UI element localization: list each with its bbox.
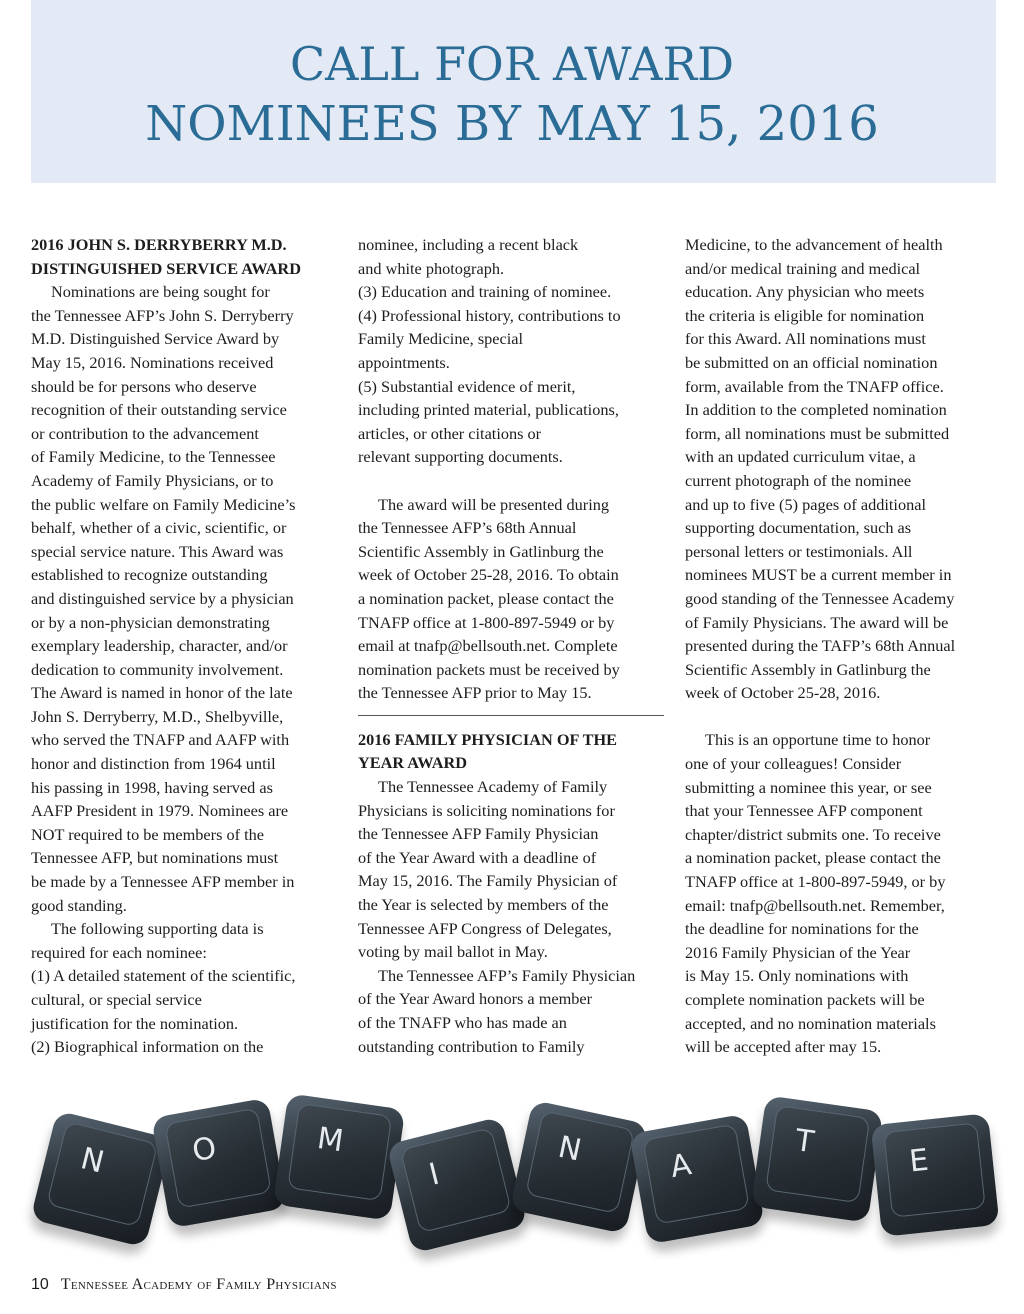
page-footer [31,1276,337,1294]
body-text-line: that your Tennessee AFP component [685,801,923,821]
body-text-line: (2) Biographical information on the [31,1037,264,1057]
text-column-3 [685,233,995,1059]
body-text-line: supporting documentation, such as [685,518,912,538]
body-text-line: personal letters or testimonials. All [685,541,913,561]
body-text-line: with an updated curriculum vitae, a [685,447,916,467]
body-text-line: his passing in 1998, having served as [31,777,273,797]
key-letter: I [425,1156,443,1193]
body-text-line: This is an opportune time to honor [705,730,931,750]
body-text-line: In addition to the completed nomination [685,400,947,420]
body-text-line: The Tennessee Academy of Family [378,777,608,797]
body-text-line: and distinguished service by a physician [31,588,294,608]
body-text-line: voting by mail ballot in May. [358,942,548,962]
paragraph-spacer [685,705,995,729]
body-text-line: email at tnafp@bellsouth.net. Complete [358,636,618,656]
body-text-line: (3) Education and training of nominee. [358,282,612,302]
body-text-line: and up to five (5) pages of additional [685,494,926,514]
body-text-line: the Tennessee AFP’s John S. Derryberry [31,305,294,325]
body-text-line: of the TNAFP who has made an [358,1013,567,1032]
text-column-1 [31,233,336,1059]
body-text-line: exemplary leadership, character, and/or [31,636,288,656]
body-text-line: established to recognize outstanding [31,565,268,585]
body-text-line: Scientific Assembly in Gatlinburg the [358,541,604,561]
body-text-line: (1) A detailed statement of the scientific, [31,966,296,986]
body-text-line: good standing. [31,895,127,915]
body-text-line: of Family Medicine, to the Tennessee [31,447,276,467]
body-text-line: and white photograph. [358,258,505,278]
body-text-line: honor and distinction from 1964 until [31,754,276,774]
body-text-line: The Award is named in honor of the late [31,683,293,703]
body-text-line: a nomination packet, please contact the [685,848,941,868]
body-text-line: May 15, 2016. Nominations received [31,352,274,372]
body-text-line: the Year is selected by members of the [358,895,609,915]
page-number: 10 [31,1276,49,1293]
keyboard-key [510,1100,649,1234]
body-text-line: TNAFP office at 1-800-897-5949 or by [358,612,615,632]
body-text-line: and/or medical training and medical [685,258,921,278]
body-text-line: email: tnafp@bellsouth.net. Remember, [685,895,945,915]
body-text-line: week of October 25-28, 2016. [685,683,881,703]
body-text-line: form, all nominations must be submitted [685,423,950,443]
body-text-line: Nominations are being sought for [51,282,270,302]
body-text-line: dedication to community involvement. [31,659,284,679]
title-line-1: CALL FOR AWARD [289,37,735,91]
body-text-line: articles, or other citations or [358,423,542,443]
body-text-line: the public welfare on Family Medicine’s [31,494,296,514]
body-text-line: Physicians is soliciting nominations for [358,800,615,820]
body-text-line: chapter/district submits one. To receive [685,824,941,844]
body-text-line: required for each nominee: [31,942,207,962]
section-heading-line: 2016 FAMILY PHYSICIAN OF THE [358,729,618,749]
body-text-line: or by a non-physician demonstrating [31,612,270,632]
body-text-line: the Tennessee AFP Family Physician [358,824,599,844]
body-text-line: current photograph of the nominee [685,470,912,490]
body-text-line: Academy of Family Physicians, or to [31,470,274,490]
body-text-line: (4) Professional history, contributions to [358,305,621,325]
body-text-line: Family Medicine, special [358,329,524,349]
body-text-line: Tennessee AFP Congress of Delegates, [358,918,612,938]
body-text-line: the Tennessee AFP prior to May 15. [358,683,592,703]
body-text-line: AAFP President in 1979. Nominees are [31,801,289,821]
body-text-line: John S. Derryberry, M.D., Shelbyville, [31,706,284,726]
body-text-line: or contribution to the advancement [31,423,259,443]
body-text-line: good standing of the Tennessee Academy [685,588,955,608]
body-text-line: appointments. [358,352,450,372]
body-text-line: who served the TNAFP and AAFP with [31,730,290,750]
title-line-2: NOMINEES BY MAY 15, 2016 [145,96,879,152]
body-text-line: form, available from the TNAFP office. [685,376,944,396]
body-text-line: May 15, 2016. The Family Physician of [358,871,618,891]
body-text-line: the Tennessee AFP’s 68th Annual [358,518,577,538]
body-text-line: (5) Substantial evidence of merit, [358,376,576,396]
body-text-line: presented during the TAFP’s 68th Annual [685,636,956,656]
body-text-line: M.D. Distinguished Service Award by [31,329,280,349]
body-text-line: The award will be presented during [378,494,610,514]
body-text-line: nominee, including a recent black [358,235,579,254]
key-letter: A [667,1147,694,1186]
nominate-keyboard-keys-image [38,1093,998,1268]
section-heading-line: 2016 JOHN S. DERRYBERRY M.D. [31,235,287,254]
body-text-line: TNAFP office at 1-800-897-5949, or by [685,872,946,892]
body-text-line: of the Year Award honors a member [358,989,593,1009]
keyboard-key [870,1113,999,1237]
keyboard-key [273,1093,405,1220]
section-divider [358,715,664,716]
body-text-line: nomination packets must be received by [358,659,620,679]
body-text-line: justification for the nomination. [31,1013,239,1033]
body-text-line: be submitted on an official nomination [685,352,938,372]
paragraph-spacer [358,469,668,493]
body-text-line: for this Award. All nominations must [685,329,926,349]
body-text-line: relevant supporting documents. [358,447,563,467]
body-text-line: 2016 Family Physician of the Year [685,942,911,962]
section-heading-line: YEAR AWARD [358,753,468,773]
key-letter: O [189,1130,219,1170]
section-heading-line: DISTINGUISHED SERVICE AWARD [31,258,301,278]
body-text-line: one of your colleagues! Consider [685,754,902,774]
body-text-line: of the Year Award with a deadline of [358,847,597,867]
body-text-line: Medicine, to the advancement of health [685,235,943,254]
body-text-line: behalf, whether of a civic, scientific, or [31,518,287,538]
body-text-line: The Tennessee AFP’s Family Physician [378,965,636,985]
key-letter: N [555,1129,585,1169]
body-text-line: special service nature. This Award was [31,541,284,561]
body-text-line: should be for persons who deserve [31,376,257,396]
body-text-line: Tennessee AFP, but nominations must [31,848,279,868]
body-text-line: including printed material, publications, [358,400,619,420]
body-text-line: cultural, or special service [31,990,202,1009]
body-text-line: The following supporting data is [51,919,264,939]
body-text-line: Scientific Assembly in Gatlinburg the [685,659,931,679]
key-letter: N [77,1141,108,1181]
body-text-line: complete nomination packets will be [685,990,925,1009]
publication-name: Tennessee Academy of Family Physicians [60,1276,337,1293]
body-text-line: nominees MUST be a current member in [685,565,952,585]
keyboard-key [30,1110,172,1247]
body-text-line: outstanding contribution to Family [358,1036,585,1056]
body-text-line: is May 15. Only nominations with [685,966,909,986]
keyboard-key [629,1114,765,1245]
body-text-line: week of October 25-28, 2016. To obtain [358,565,619,585]
body-text-line: NOT required to be members of the [31,824,264,844]
keyboard-key [386,1116,528,1253]
body-text-line: of Family Physicians. The award will be [685,612,949,632]
keyboard-key [151,1098,287,1229]
body-text-line: submitting a nominee this year, or see [685,777,932,797]
keyboard-key [751,1095,883,1222]
key-letter: E [907,1142,931,1180]
body-text-line: a nomination packet, please contact the [358,588,614,608]
body-text-line: will be accepted after may 15. [685,1037,882,1057]
key-letter: M [314,1120,346,1160]
body-text-line: be made by a Tennessee AFP member in [31,872,295,892]
body-text-line: the deadline for nominations for the [685,919,919,939]
body-text-line: accepted, and no nomination materials [685,1013,936,1033]
text-column-2 [358,233,668,1058]
body-text-line: education. Any physician who meets [685,282,925,302]
body-text-line: the criteria is eligible for nomination [685,305,925,325]
body-text-line: recognition of their outstanding service [31,400,287,420]
key-letter: T [792,1122,816,1161]
